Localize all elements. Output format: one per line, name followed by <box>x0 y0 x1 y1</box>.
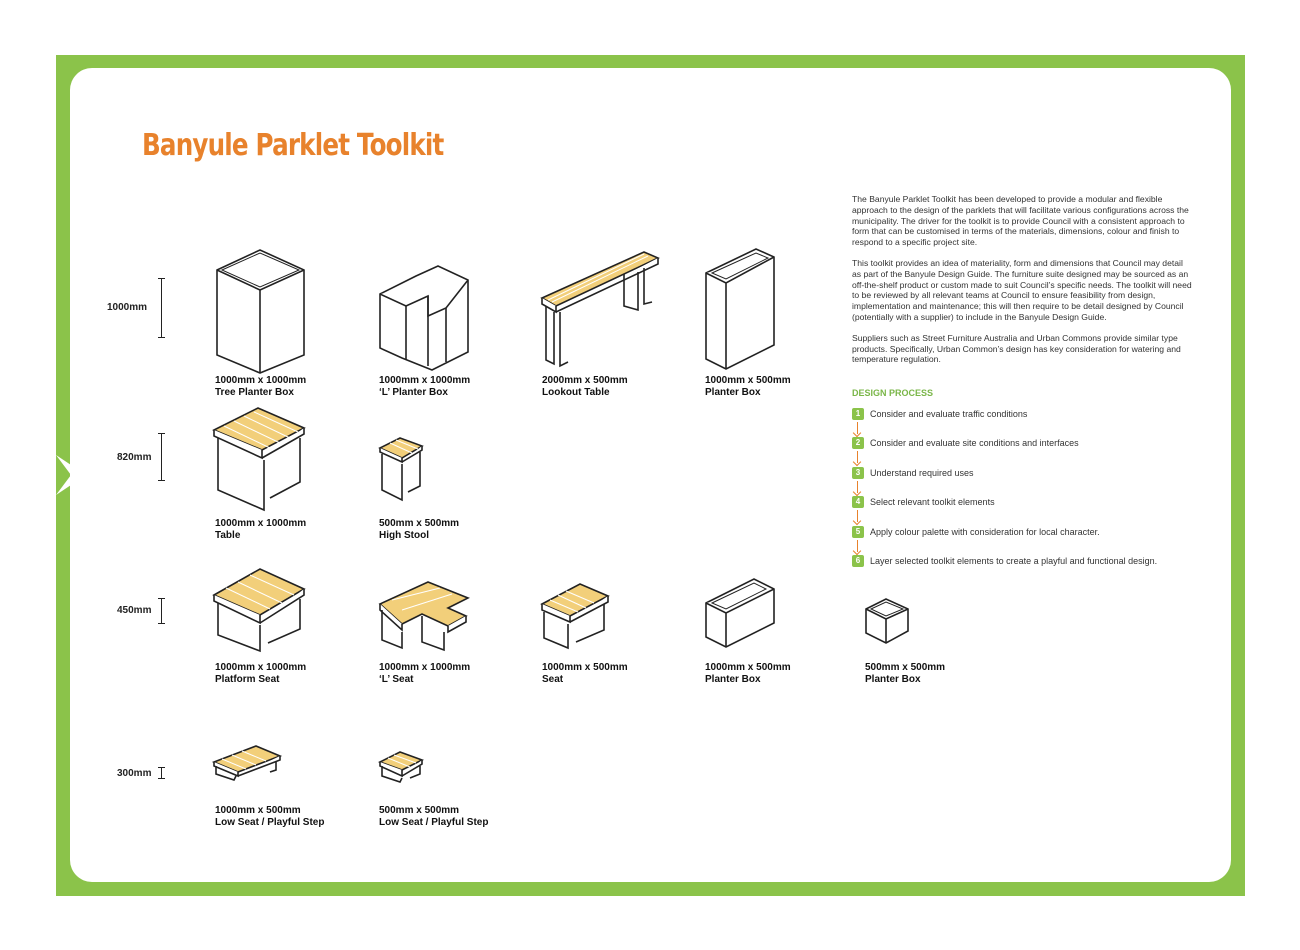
step-number-badge: 6 <box>852 555 864 567</box>
caption-table: 1000mm x 1000mm Table <box>215 518 307 541</box>
planter-box-long-illustration <box>704 575 776 651</box>
step-number-badge: 3 <box>852 467 864 479</box>
planter-box-small-illustration <box>864 595 910 647</box>
caption-l-planter-box: 1000mm x 1000mm ‘L’ Planter Box <box>379 375 471 398</box>
design-process-heading: DESIGN PROCESS <box>852 388 934 398</box>
arrow-down-icon <box>857 540 858 552</box>
planter-box-tall-illustration <box>704 245 776 373</box>
step-number-badge: 4 <box>852 496 864 508</box>
height-rule-300 <box>161 767 162 779</box>
caption-seat: 1000mm x 500mm Seat <box>542 662 628 685</box>
caption-high-stool: 500mm x 500mm High Stool <box>379 518 460 541</box>
caption-lookout-table: 2000mm x 500mm Lookout Table <box>542 375 628 398</box>
caption-tree-planter-box: 1000mm x 1000mm Tree Planter Box <box>215 375 307 398</box>
height-rule-450 <box>161 598 162 624</box>
low-seat-small-illustration <box>378 750 426 786</box>
caption-planter-box-small: 500mm x 500mm Planter Box <box>865 662 946 685</box>
row-label-1000: 1000mm <box>107 302 148 313</box>
caption-planter-box-long: 1000mm x 500mm Planter Box <box>705 662 791 685</box>
page-title: Banyule Parklet Toolkit <box>142 128 444 163</box>
platform-seat-illustration <box>212 565 312 655</box>
l-planter-box-illustration <box>376 262 472 374</box>
tree-planter-box-illustration <box>212 245 312 375</box>
intro-paragraph: The Banyule Parklet Toolkit has been developed to provide a modular and flexible approach to the design of the parklets that will facilitate various configurations across the municipality. The driver for the toolkit is to provide Council with a consistent approach to form that can be customised in terms of the materials, dimensions, colour and finish to respond to a specific project site. <box>852 194 1189 248</box>
step-number-badge: 5 <box>852 526 864 538</box>
high-stool-illustration <box>378 434 428 504</box>
height-rule-1000 <box>161 278 162 338</box>
arrow-down-icon <box>857 510 858 522</box>
caption-l-seat: 1000mm x 1000mm ‘L’ Seat <box>379 662 471 685</box>
row-label-450: 450mm <box>117 605 152 616</box>
caption-platform-seat: 1000mm x 1000mm Platform Seat <box>215 662 307 685</box>
step-number-badge: 2 <box>852 437 864 449</box>
table-illustration <box>212 404 312 514</box>
lookout-table-illustration <box>540 250 660 370</box>
step-text: Consider and evaluate site conditions and interfaces <box>870 438 1079 448</box>
arrow-down-icon <box>857 481 858 493</box>
arrow-down-icon <box>857 422 858 434</box>
step-text: Apply colour palette with consideration for local character. <box>870 527 1100 537</box>
intro-text <box>852 194 1192 375</box>
step-number-badge: 1 <box>852 408 864 420</box>
seat-illustration <box>540 582 612 652</box>
intro-paragraph: This toolkit provides an idea of materiality, form and dimensions that Council may detail as part of the Banyule Design Guide. The furniture suite designed may be sourced as an off-the-shelf product or custom made to suit Council’s specific needs. The toolkit will need to be reviewed by all relevant teams at Council to ensure feasibility from design, implementation and maintenance; this will then require to be detail designed by Council (potentially with a supplier) to include in the Banyule Design Guide. <box>852 257 1192 322</box>
low-seat-long-illustration <box>212 744 282 784</box>
step-text: Consider and evaluate traffic conditions <box>870 409 1028 419</box>
step-text: Understand required uses <box>870 468 974 478</box>
step-text: Select relevant toolkit elements <box>870 497 995 507</box>
row-label-300: 300mm <box>117 768 152 779</box>
caption-low-seat-small: 500mm x 500mm Low Seat / Playful Step <box>379 805 489 828</box>
caption-low-seat-long: 1000mm x 500mm Low Seat / Playful Step <box>215 805 325 828</box>
step-text: Layer selected toolkit elements to create a playful and functional design. <box>870 556 1158 566</box>
height-rule-820 <box>161 433 162 481</box>
arrow-down-icon <box>857 451 858 463</box>
intro-paragraph: Suppliers such as Street Furniture Australia and Urban Commons provide similar type products. Specifically, Urban Common’s design has key consideration for watering and temperature regulation. <box>852 332 1181 365</box>
row-label-820: 820mm <box>117 452 152 463</box>
l-seat-illustration <box>378 580 472 652</box>
caption-planter-box-tall: 1000mm x 500mm Planter Box <box>705 375 791 398</box>
